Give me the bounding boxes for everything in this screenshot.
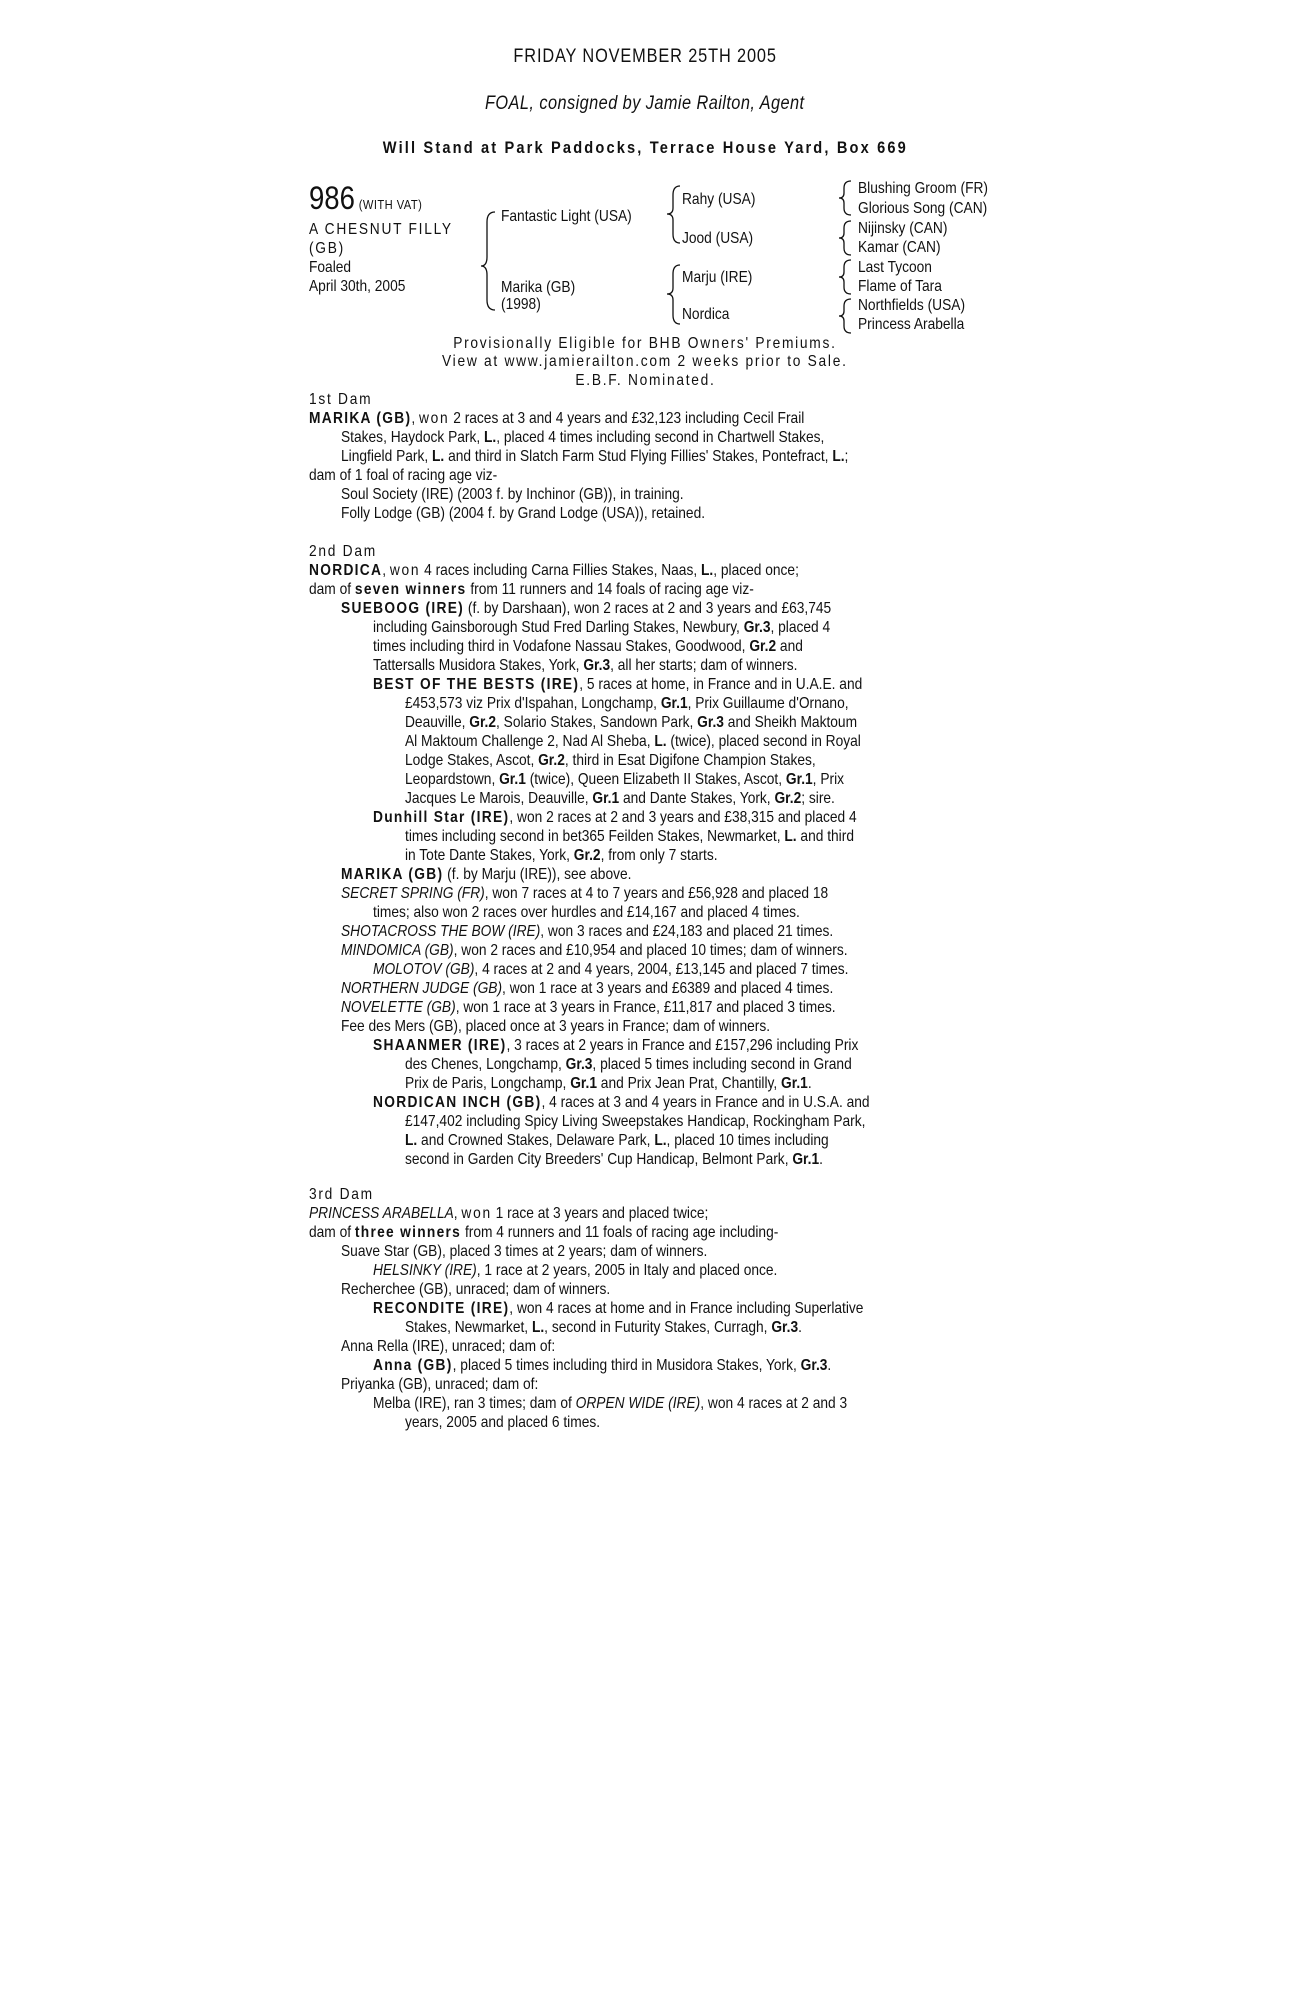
pedigree-gen3-8: Princess Arabella: [858, 316, 965, 333]
second-dam-line: MOLOTOV (GB), 4 races at 2 and 4 years, 2004, £13,145 and placed 7 times.: [373, 961, 849, 978]
second-dam-line: NORDICAN INCH (GB), 4 races at 3 and 4 years in France and in U.S.A. and: [373, 1094, 870, 1111]
note-view: View at www.jamierailton.com 2 weeks prior to Sale.: [442, 353, 848, 370]
third-dam-line: PRINCESS ARABELLA, won 1 race at 3 years and placed twice;: [309, 1205, 709, 1222]
first-dam-produce: Soul Society (IRE) (2003 f. by Inchinor (GB)), in training.: [341, 486, 684, 503]
lot-country: (GB): [309, 240, 345, 257]
second-dam-line: SUEBOOG (IRE) (f. by Darshaan), won 2 races at 2 and 3 years and £63,745: [341, 600, 832, 617]
second-dam-line: Al Maktoum Challenge 2, Nad Al Sheba, L. (twice), placed second in Royal: [405, 733, 861, 750]
pedigree-gen3-5: Last Tycoon: [858, 259, 932, 276]
third-dam-line: Anna Rella (IRE), unraced; dam of:: [341, 1338, 556, 1355]
second-dam-line: times including third in Vodafone Nassau Stakes, Goodwood, Gr.2 and: [373, 638, 803, 655]
second-dam-line: BEST OF THE BESTS (IRE), 5 races at home, in France and in U.A.E. and: [373, 676, 863, 693]
third-dam-line: years, 2005 and placed 6 times.: [405, 1414, 601, 1431]
third-dam-line: Suave Star (GB), placed 3 times at 2 years; dam of winners.: [341, 1243, 708, 1260]
second-dam-line: SHAANMER (IRE), 3 races at 2 years in France and £157,296 including Prix: [373, 1037, 859, 1054]
dam-name: Marika (GB): [501, 279, 576, 296]
first-dam-produce: Folly Lodge (GB) (2004 f. by Grand Lodge (USA)), retained.: [341, 505, 706, 522]
second-dam-line: dam of seven winners from 11 runners and 14 foals of racing age viz-: [309, 581, 754, 598]
third-dam-line: Melba (IRE), ran 3 times; dam of ORPEN WIDE (IRE), won 4 races at 2 and 3: [373, 1395, 848, 1412]
lot-number: 986: [309, 180, 355, 216]
second-dam-line: Fee des Mers (GB), placed once at 3 years in France; dam of winners.: [341, 1018, 771, 1035]
second-dam-line: Leopardstown, Gr.1 (twice), Queen Elizabeth II Stakes, Ascot, Gr.1, Prix: [405, 771, 845, 788]
second-dam-line: des Chenes, Longchamp, Gr.3, placed 5 times including second in Grand: [405, 1056, 852, 1073]
second-dam-line: L. and Crowned Stakes, Delaware Park, L., placed 10 times including: [405, 1132, 829, 1149]
third-dam-line: Anna (GB), placed 5 times including third in Musidora Stakes, York, Gr.3.: [373, 1357, 832, 1374]
vat-label: (WITH VAT): [358, 197, 423, 212]
foaled-label: Foaled: [309, 259, 352, 276]
foaled-date: April 30th, 2005: [309, 278, 406, 295]
second-dam-line: times; also won 2 races over hurdles and £14,167 and placed 4 times.: [373, 904, 800, 921]
pedigree-gen3-6: Flame of Tara: [858, 278, 942, 295]
dam-year: (1998): [501, 296, 541, 313]
first-dam-line: MARIKA (GB), won 2 races at 3 and 4 years and £32,123 including Cecil Frail: [309, 410, 805, 427]
second-dam-line: NORDICA, won 4 races including Carna Fillies Stakes, Naas, L., placed once;: [309, 562, 799, 579]
third-dam-line: Stakes, Newmarket, L., second in Futurity Stakes, Curragh, Gr.3.: [405, 1319, 802, 1336]
third-dam-line: Recherchee (GB), unraced; dam of winners.: [341, 1281, 611, 1298]
sale-date: FRIDAY NOVEMBER 25TH 2005: [513, 46, 777, 67]
second-dam-line: times including second in bet365 Feilden Stakes, Newmarket, L. and third: [405, 828, 854, 845]
lot-description: A CHESNUT FILLY: [309, 221, 453, 238]
first-dam-line: Lingfield Park, L. and third in Slatch Farm Stud Flying Fillies' Stakes, Pontefract, L.;: [341, 448, 849, 465]
pedigree-gen2-3: Marju (IRE): [682, 269, 753, 286]
second-dam-line: £147,402 including Spicy Living Sweepstakes Handicap, Rockingham Park,: [405, 1113, 866, 1130]
second-dam-line: in Tote Dante Stakes, York, Gr.2, from only 7 starts.: [405, 847, 718, 864]
third-dam-line: HELSINKY (IRE), 1 race at 2 years, 2005 in Italy and placed once.: [373, 1262, 778, 1279]
pedigree-gen2-2: Jood (USA): [682, 230, 754, 247]
second-dam-line: Prix de Paris, Longchamp, Gr.1 and Prix Jean Prat, Chantilly, Gr.1.: [405, 1075, 812, 1092]
second-dam-line: Dunhill Star (IRE), won 2 races at 2 and 3 years and £38,315 and placed 4: [373, 809, 857, 826]
third-dam-line: dam of three winners from 4 runners and 11 foals of racing age including-: [309, 1224, 779, 1241]
third-dam-line: Priyanka (GB), unraced; dam of:: [341, 1376, 539, 1393]
second-dam-line: SHOTACROSS THE BOW (IRE), won 3 races and £24,183 and placed 21 times.: [341, 923, 834, 940]
second-dam-line: including Gainsborough Stud Fred Darling Stakes, Newbury, Gr.3, placed 4: [373, 619, 831, 636]
pedigree-gen3-3: Nijinsky (CAN): [858, 220, 948, 237]
third-dam-line: RECONDITE (IRE), won 4 races at home and in France including Superlative: [373, 1300, 864, 1317]
stand-location: Will Stand at Park Paddocks, Terrace House Yard, Box 669: [382, 138, 908, 157]
first-dam-heading: 1st Dam: [309, 391, 373, 408]
pedigree-braces: [0, 0, 1290, 340]
pedigree-gen3-1: Blushing Groom (FR): [858, 180, 988, 197]
pedigree-gen3-2: Glorious Song (CAN): [858, 200, 988, 217]
second-dam-line: SECRET SPRING (FR), won 7 races at 4 to 7 years and £56,928 and placed 18: [341, 885, 829, 902]
first-dam-line: dam of 1 foal of racing age viz-: [309, 467, 498, 484]
pedigree-gen3-4: Kamar (CAN): [858, 239, 941, 256]
second-dam-line: MINDOMICA (GB), won 2 races and £10,954 and placed 10 times; dam of winners.: [341, 942, 848, 959]
pedigree-gen2-4: Nordica: [682, 306, 730, 323]
second-dam-line: Jacques Le Marois, Deauville, Gr.1 and Dante Stakes, York, Gr.2; sire.: [405, 790, 835, 807]
first-dam-line: Stakes, Haydock Park, L., placed 4 times including second in Chartwell Stakes,: [341, 429, 825, 446]
consignment-line: FOAL, consigned by Jamie Railton, Agent: [485, 93, 805, 114]
pedigree-gen2-1: Rahy (USA): [682, 191, 756, 208]
second-dam-line: NOVELETTE (GB), won 1 race at 3 years in France, £11,817 and placed 3 times.: [341, 999, 836, 1016]
pedigree-gen3-7: Northfields (USA): [858, 297, 966, 314]
second-dam-line: £453,573 viz Prix d'Ispahan, Longchamp, Gr.1, Prix Guillaume d'Ornano,: [405, 695, 849, 712]
second-dam-heading: 2nd Dam: [309, 543, 377, 560]
second-dam-line: Lodge Stakes, Ascot, Gr.2, third in Esat Digifone Champion Stakes,: [405, 752, 816, 769]
second-dam-line: Deauville, Gr.2, Solario Stakes, Sandown Park, Gr.3 and Sheikh Maktoum: [405, 714, 858, 731]
second-dam-line: second in Garden City Breeders' Cup Handicap, Belmont Park, Gr.1.: [405, 1151, 823, 1168]
second-dam-line: NORTHERN JUDGE (GB), won 1 race at 3 years and £6389 and placed 4 times.: [341, 980, 834, 997]
second-dam-line: MARIKA (GB) (f. by Marju (IRE)), see above.: [341, 866, 632, 883]
third-dam-heading: 3rd Dam: [309, 1186, 374, 1203]
note-ebf: E.B.F. Nominated.: [574, 372, 716, 389]
note-premiums: Provisionally Eligible for BHB Owners' Premiums.: [453, 335, 837, 352]
sire-name: Fantastic Light (USA): [501, 208, 632, 225]
second-dam-line: Tattersalls Musidora Stakes, York, Gr.3, all her starts; dam of winners.: [373, 657, 798, 674]
